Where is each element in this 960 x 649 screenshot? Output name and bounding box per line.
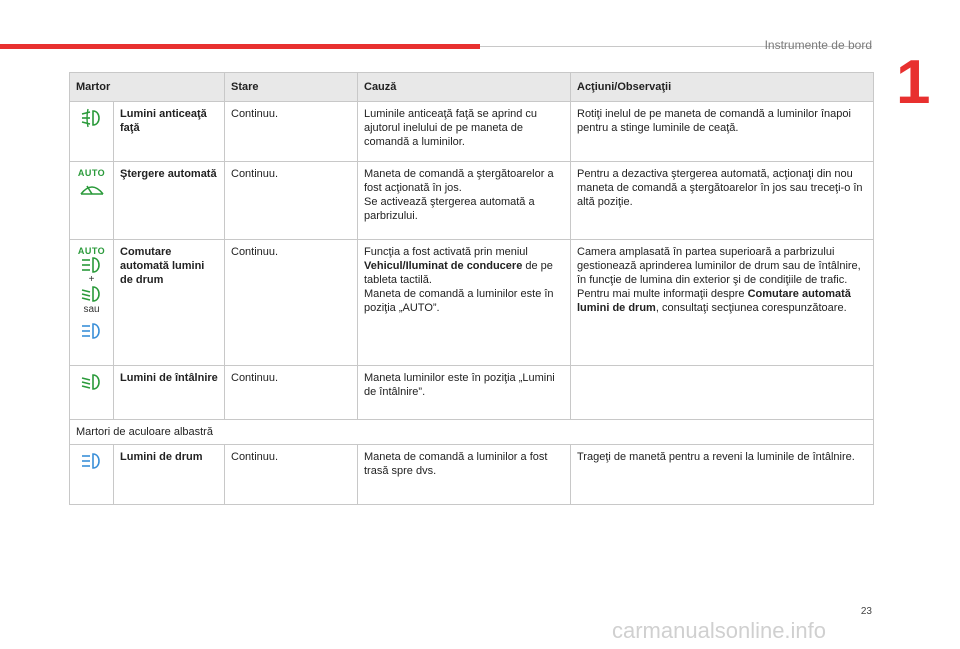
low-beam-green-icon bbox=[79, 285, 105, 303]
row-cause bbox=[358, 162, 571, 240]
row-cause: Maneta de comandă a luminilor a fost trasă spre dvs. bbox=[358, 445, 571, 505]
table-row bbox=[70, 162, 874, 240]
row-name: Lumini de drum bbox=[114, 445, 225, 505]
table-row bbox=[70, 366, 874, 420]
chapter-number: 1 bbox=[896, 48, 931, 117]
high-beam-blue-icon bbox=[79, 322, 105, 340]
header-red-bar bbox=[0, 44, 480, 49]
feature-reference: Comutare automată lumini de drum bbox=[577, 288, 851, 314]
header-martor: Martor bbox=[70, 73, 225, 102]
cause-paragraph bbox=[364, 245, 564, 287]
row-name: Lumini anticeaţă faţă bbox=[114, 102, 225, 162]
icon-cell bbox=[70, 366, 114, 420]
high-beam-icon bbox=[79, 451, 105, 471]
row-state: Continuu. bbox=[225, 445, 358, 505]
watermark: carmanualsonline.info bbox=[612, 618, 827, 643]
row-action: Trageţi de manetă pentru a reveni la luminile de întâlnire. bbox=[571, 445, 874, 505]
auto-label: AUTO bbox=[77, 246, 106, 256]
table-row bbox=[70, 445, 874, 505]
blue-section-note-row bbox=[70, 420, 874, 445]
cause-text: de pe tableta tactilă. bbox=[364, 260, 553, 286]
row-action: Rotiţi inelul de pe maneta de comandă a luminilor înapoi pentru a stinge luminile de ceaţă. bbox=[571, 102, 874, 162]
table-header-row bbox=[70, 73, 874, 102]
section-title: Instrumente de bord bbox=[764, 38, 872, 52]
action-line: Camera amplasată în partea superioară a parbrizului gestionează aprinderea luminilor de drum sau de întâlnire, în funcţie de lumina din exterior şi de condiţiile de trafic. bbox=[577, 246, 861, 286]
icon-cell bbox=[70, 240, 114, 366]
low-beam-icon bbox=[79, 372, 105, 392]
row-state: Continuu. bbox=[225, 240, 358, 366]
icon-cell bbox=[70, 102, 114, 162]
menu-path: Vehicul/Iluminat de conducere bbox=[364, 260, 523, 272]
row-state: Continuu. bbox=[225, 102, 358, 162]
icon-cell bbox=[70, 162, 114, 240]
row-name: Comutare automată lumini de drum bbox=[114, 240, 225, 366]
header-stare: Stare bbox=[225, 73, 358, 102]
table-row bbox=[70, 102, 874, 162]
action-paragraph bbox=[577, 287, 867, 315]
row-cause bbox=[358, 240, 571, 366]
plus-sign: + bbox=[88, 274, 95, 285]
auto-label: AUTO bbox=[77, 168, 106, 178]
row-state: Continuu. bbox=[225, 366, 358, 420]
row-name: Lumini de întâlnire bbox=[114, 366, 225, 420]
warning-lights-table bbox=[69, 72, 874, 505]
row-cause: Maneta luminilor este în poziţia „Lumini de întâlnire”. bbox=[358, 366, 571, 420]
page-number: 23 bbox=[860, 606, 872, 617]
action-text: Pentru mai multe informaţii despre bbox=[577, 288, 748, 300]
or-label: sau bbox=[83, 304, 100, 315]
header-actiuni: Acţiuni/Observaţii bbox=[571, 73, 874, 102]
row-action bbox=[571, 366, 874, 420]
front-fog-light-icon bbox=[79, 108, 105, 128]
cause-line: Maneta de comandă a luminilor este în poziţia „AUTO”. bbox=[364, 288, 554, 314]
icon-cell bbox=[70, 445, 114, 505]
action-text: , consultaţi secţiunea corespunzătoare. bbox=[655, 302, 847, 314]
auto-wiper-icon bbox=[79, 178, 105, 200]
row-state: Continuu. bbox=[225, 162, 358, 240]
cause-line: Maneta de comandă a ştergătoarelor a fost acţionată în jos. bbox=[364, 168, 554, 194]
row-action bbox=[571, 240, 874, 366]
row-name: Ştergere automată bbox=[114, 162, 225, 240]
cause-line: Se activează ştergerea automată a parbrizului. bbox=[364, 196, 535, 222]
cause-text: Funcţia a fost activată prin meniul bbox=[364, 246, 528, 258]
row-cause: Luminile anticeaţă faţă se aprind cu ajutorul inelului de pe maneta de comandă a luminilor. bbox=[358, 102, 571, 162]
row-action: Pentru a dezactiva ştergerea automată, acţionaţi din nou maneta de comandă a ştergătoarelor în jos sau treceţi-o în altă poziţie. bbox=[571, 162, 874, 240]
auto-high-beam-green-icon bbox=[79, 256, 105, 274]
header-cauza: Cauză bbox=[358, 73, 571, 102]
table-row bbox=[70, 240, 874, 366]
blue-section-note: Martori de aculoare albastră bbox=[70, 420, 874, 445]
